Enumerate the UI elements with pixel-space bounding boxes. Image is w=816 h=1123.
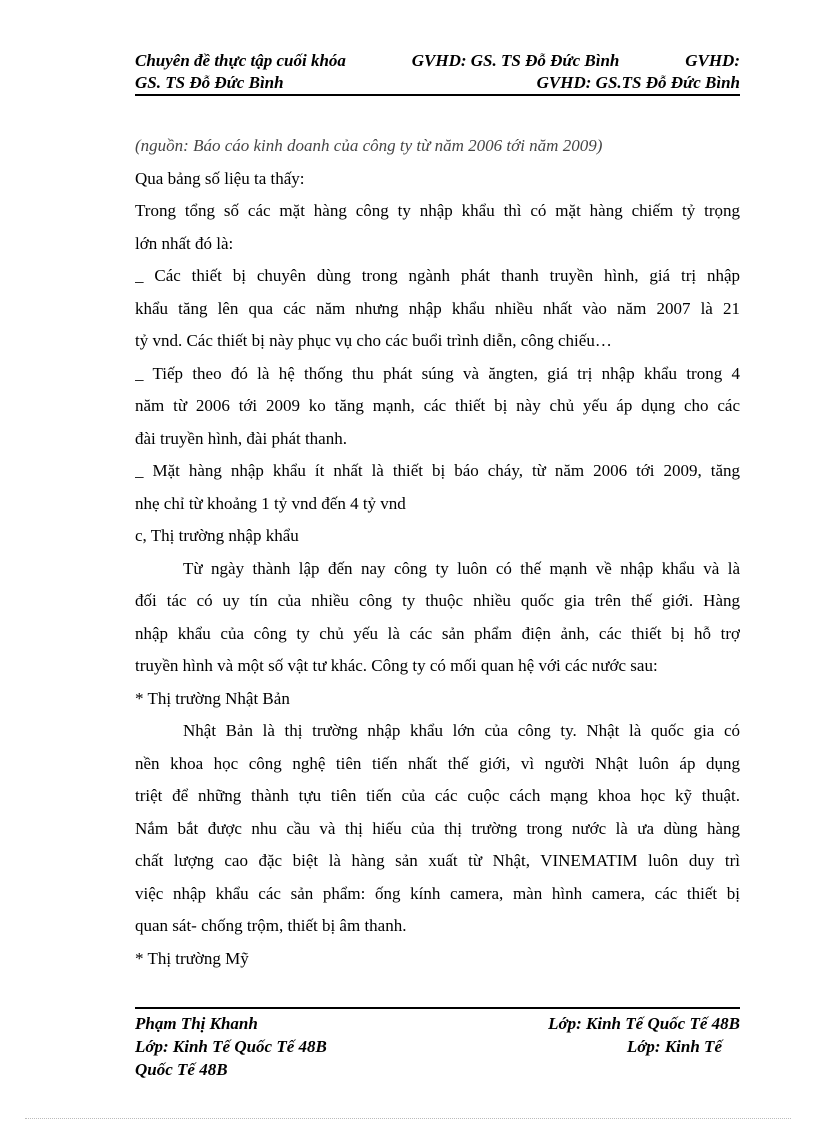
footer-class: Lớp: Kinh Tế Quốc Tế 48B bbox=[548, 1014, 740, 1033]
paragraph-line: Nhật Bản là thị trường nhập khẩu lớn của công ty. Nhật là quốc gia có bbox=[183, 721, 740, 740]
paragraph-line: lớn nhất đó là: bbox=[135, 233, 234, 253]
footer-line-2 bbox=[135, 1035, 740, 1058]
header-supervisor: GVHD: GS. TS Đỗ Đức Bình bbox=[411, 51, 620, 70]
paragraph-line: năm từ 2006 tới 2009 ko tăng mạnh, các thiết bị này chủ yếu áp dụng cho các bbox=[135, 396, 740, 415]
header-supervisor-label: GVHD: bbox=[685, 51, 740, 70]
paragraph-line: Trong tổng số các mặt hàng công ty nhập khẩu thì có mặt hàng chiếm tỷ trọng bbox=[135, 201, 740, 220]
paragraph-line: việc nhập khẩu các sản phẩm: ống kính camera, màn hình camera, các thiết bị bbox=[135, 883, 740, 903]
market-heading-japan: * Thị trường Nhật Bản bbox=[135, 688, 290, 708]
paragraph-line: nền khoa học công nghệ tiên tiến nhất thế giới, vì người Nhật luôn áp dụng bbox=[135, 753, 740, 773]
footer-author: Phạm Thị Khanh bbox=[135, 1014, 258, 1033]
paragraph-line: đối tác có uy tín của nhiều công ty thuộc nhiều quốc gia trên thế giới. Hàng bbox=[135, 591, 740, 610]
paragraph-line: khẩu tăng lên qua các năm nhưng nhập khẩu nhiều nhất vào năm 2007 là 21 bbox=[135, 298, 740, 318]
header-supervisor-name: GS. TS Đỗ Đức Bình bbox=[135, 73, 284, 92]
paragraph-line: đài truyền hình, đài phát thanh. bbox=[135, 428, 347, 448]
paragraph-line: tỷ vnd. Các thiết bị này phục vụ cho các buổi trình diễn, công chiếu… bbox=[135, 331, 612, 350]
paragraph-line: Nắm bắt được nhu cầu và thị hiếu của thị trường trong nước là ưa dùng hàng bbox=[135, 818, 740, 838]
paragraph-line: Từ ngày thành lập đến nay công ty luôn có thế mạnh về nhập khẩu và là bbox=[183, 558, 740, 578]
page-header bbox=[135, 50, 740, 94]
source-note: (nguồn: Báo cáo kinh doanh của công ty từ năm 2006 tới năm 2009) bbox=[135, 136, 603, 155]
paragraph-line: truyền hình và một số vật tư khác. Công ty có mối quan hệ với các nước sau: bbox=[135, 656, 658, 675]
paragraph-line: _ Mặt hàng nhập khẩu ít nhất là thiết bị báo cháy, từ năm 2006 tới 2009, tăng bbox=[135, 461, 740, 480]
page-footer bbox=[135, 1012, 740, 1081]
footer-class-partial: Lớp: Kinh Tế bbox=[626, 1037, 722, 1056]
paragraph-line: _ Tiếp theo đó là hệ thống thu phát súng và ăngten, giá trị nhập khẩu trong 4 bbox=[135, 363, 740, 383]
footer-rule bbox=[135, 1007, 740, 1009]
paragraph-line: Qua bảng số liệu ta thấy: bbox=[135, 168, 305, 188]
paragraph-line: chất lượng cao đặc biệt là hàng sản xuất từ Nhật, VINEMATIM luôn duy trì bbox=[135, 851, 740, 870]
footer-line-1 bbox=[135, 1012, 740, 1035]
paragraph-line: nhập khẩu của công ty chủ yếu là các sản phẩm điện ảnh, các thiết bị hỗ trợ bbox=[135, 623, 740, 643]
header-line-1 bbox=[135, 50, 740, 72]
paragraph-line: quan sát- chống trộm, thiết bị âm thanh. bbox=[135, 916, 407, 935]
header-rule bbox=[135, 94, 740, 96]
header-line-2 bbox=[135, 72, 740, 94]
footer-line-3: Quốc Tế 48B bbox=[135, 1060, 228, 1079]
page-body bbox=[135, 130, 740, 975]
paragraph-line: nhẹ chỉ từ khoảng 1 tỷ vnd đến 4 tỷ vnd bbox=[135, 493, 406, 513]
header-doc-title: Chuyên đề thực tập cuối khóa bbox=[135, 51, 346, 70]
paragraph-line: triệt để những thành tựu tiên tiến của các cuộc cách mạng khoa học kỹ thuật. bbox=[135, 786, 740, 805]
paragraph-line: _ Các thiết bị chuyên dùng trong ngành phát thanh truyền hình, giá trị nhập bbox=[135, 266, 740, 285]
header-supervisor-full: GVHD: GS.TS Đỗ Đức Bình bbox=[536, 73, 740, 92]
section-heading: c, Thị trường nhập khẩu bbox=[135, 526, 299, 545]
market-heading-usa: * Thị trường Mỹ bbox=[135, 948, 249, 968]
page-bottom-dotted-line bbox=[25, 1118, 791, 1119]
footer-class-repeat: Lớp: Kinh Tế Quốc Tế 48B bbox=[135, 1037, 327, 1056]
